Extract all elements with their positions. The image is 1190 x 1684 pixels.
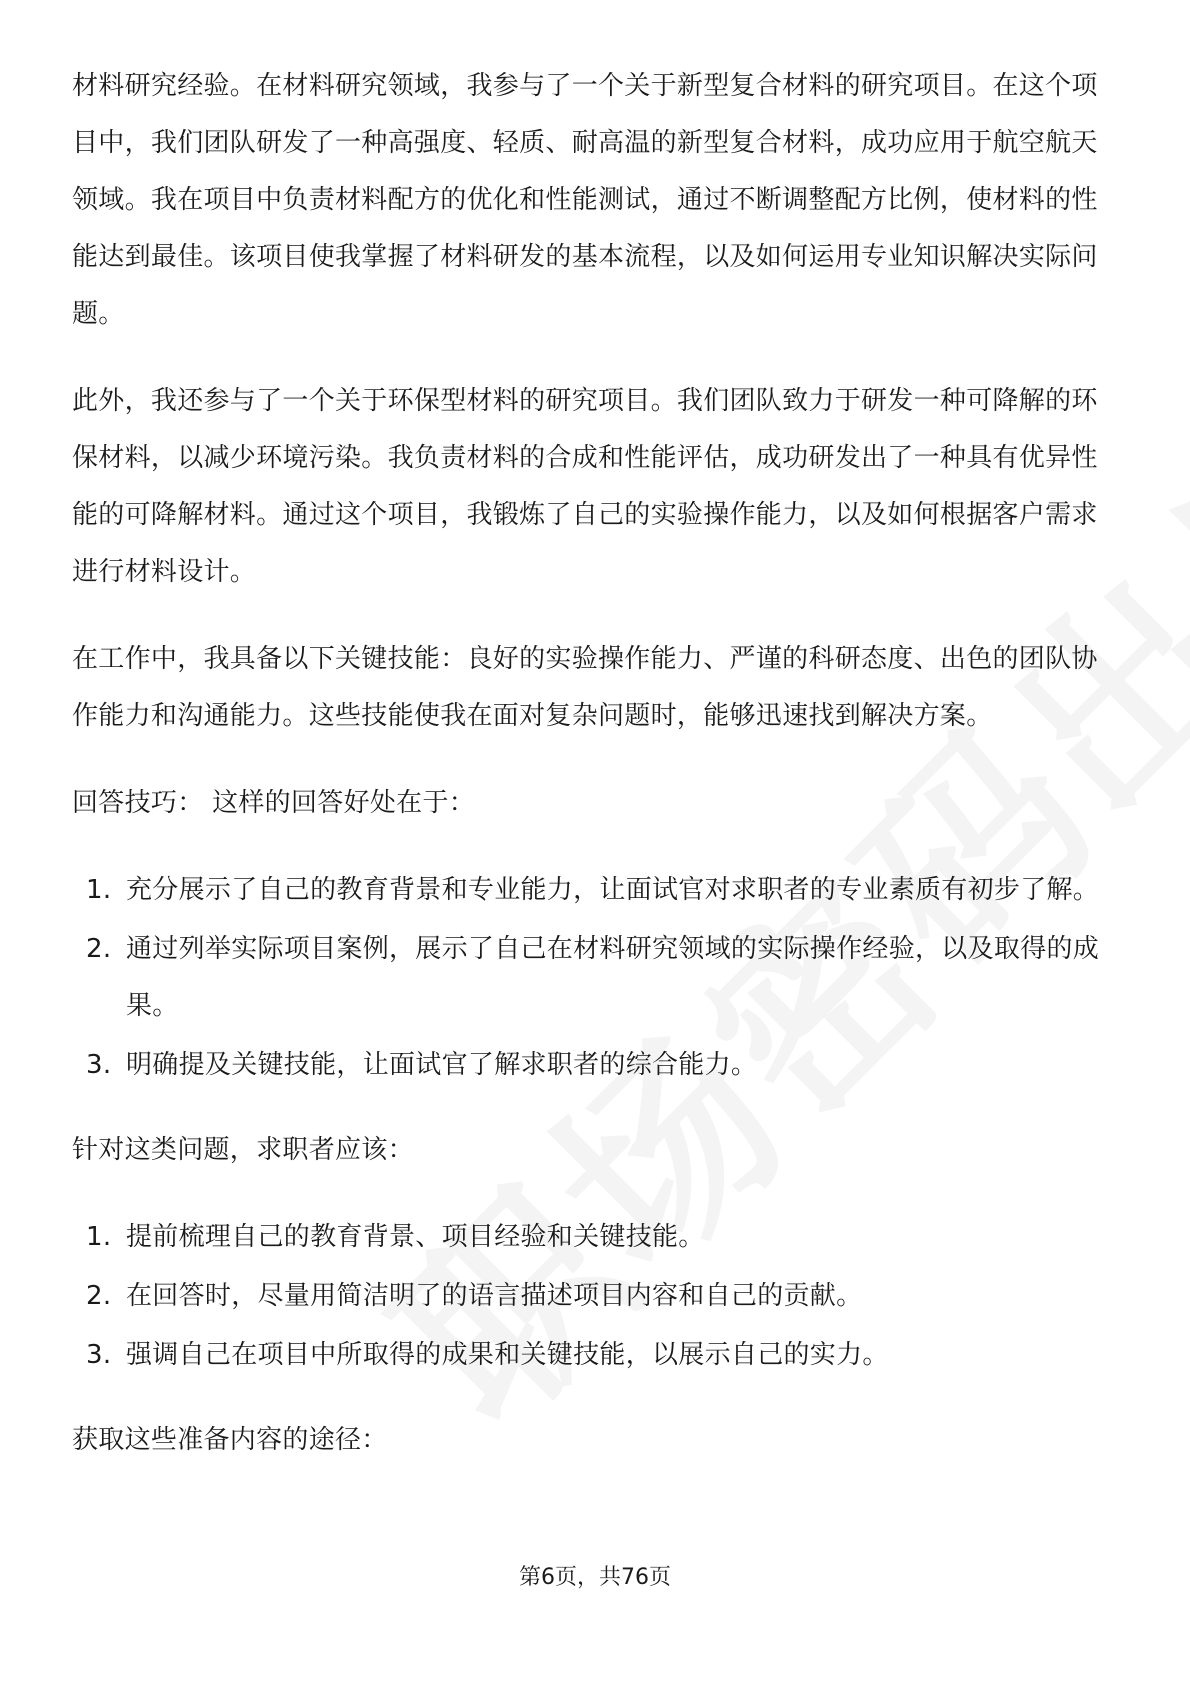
page-number-footer: 第6页，共76页 [519, 1565, 671, 1590]
list-item-text: 在回答时，尽量用简洁明了的语言描述项目内容和自己的贡献。 [126, 1281, 863, 1311]
list-item [72, 1209, 1122, 1266]
paragraph-answer-tips-heading: 回答技巧： 这样的回答好处在于： [72, 788, 476, 818]
paragraph-materials-research: 材料研究经验。在材料研究领域，我参与了一个关于新型复合材料的研究项目。在这个项目中，我们团队研发了一种高强度、轻质、耐高温的新型复合材料，成功应用于航空航天领域。我在项目中负责材料配方的优化和性能测试，通过不断调整配方比例，使材料的性能达到最佳。该项目使我掌握了材料研发的基本流程，以及如何运用专业知识解决实际问题。 [72, 71, 1098, 329]
list-number: 1. [86, 1222, 112, 1252]
list-number: 1. [86, 875, 112, 905]
list-number: 3. [86, 1340, 112, 1370]
list-item [72, 1037, 1122, 1094]
list-number: 2. [86, 1281, 112, 1311]
list-item-text: 明确提及关键技能，让面试官了解求职者的综合能力。 [126, 1050, 758, 1080]
list-item-text: 通过列举实际项目案例，展示了自己在材料研究领域的实际操作经验，以及取得的成果。 [126, 934, 1100, 1021]
list-item [72, 1327, 1122, 1384]
paragraph-eco-materials: 此外，我还参与了一个关于环保型材料的研究项目。我们团队致力于研发一种可降解的环保材料，以减少环境污染。我负责材料的合成和性能评估，成功研发出了一种具有优异性能的可降解材料。通过这个项目，我锻炼了自己的实验操作能力，以及如何根据客户需求进行材料设计。 [72, 386, 1098, 587]
list-item [72, 862, 1122, 919]
paragraph-candidate-should-heading: 针对这类问题，求职者应该： [72, 1135, 414, 1165]
paragraph-preparation-sources-heading: 获取这些准备内容的途径： [72, 1425, 388, 1455]
list-number: 2. [86, 934, 112, 964]
list-item [72, 921, 1122, 1035]
list-item-text: 充分展示了自己的教育背景和专业能力，让面试官对求职者的专业素质有初步了解。 [126, 875, 1100, 905]
list-item-text: 提前梳理自己的教育背景、项目经验和关键技能。 [126, 1222, 705, 1252]
document-page [72, 58, 1122, 1499]
list-item-text: 强调自己在项目中所取得的成果和关键技能，以展示自己的实力。 [126, 1340, 889, 1370]
paragraph-key-skills: 在工作中，我具备以下关键技能：良好的实验操作能力、严谨的科研态度、出色的团队协作能力和沟通能力。这些技能使我在面对复杂问题时，能够迅速找到解决方案。 [72, 644, 1098, 731]
list-item [72, 1268, 1122, 1325]
candidate-advice-list [72, 1209, 1122, 1384]
answer-benefits-list [72, 862, 1122, 1094]
list-number: 3. [86, 1050, 112, 1080]
